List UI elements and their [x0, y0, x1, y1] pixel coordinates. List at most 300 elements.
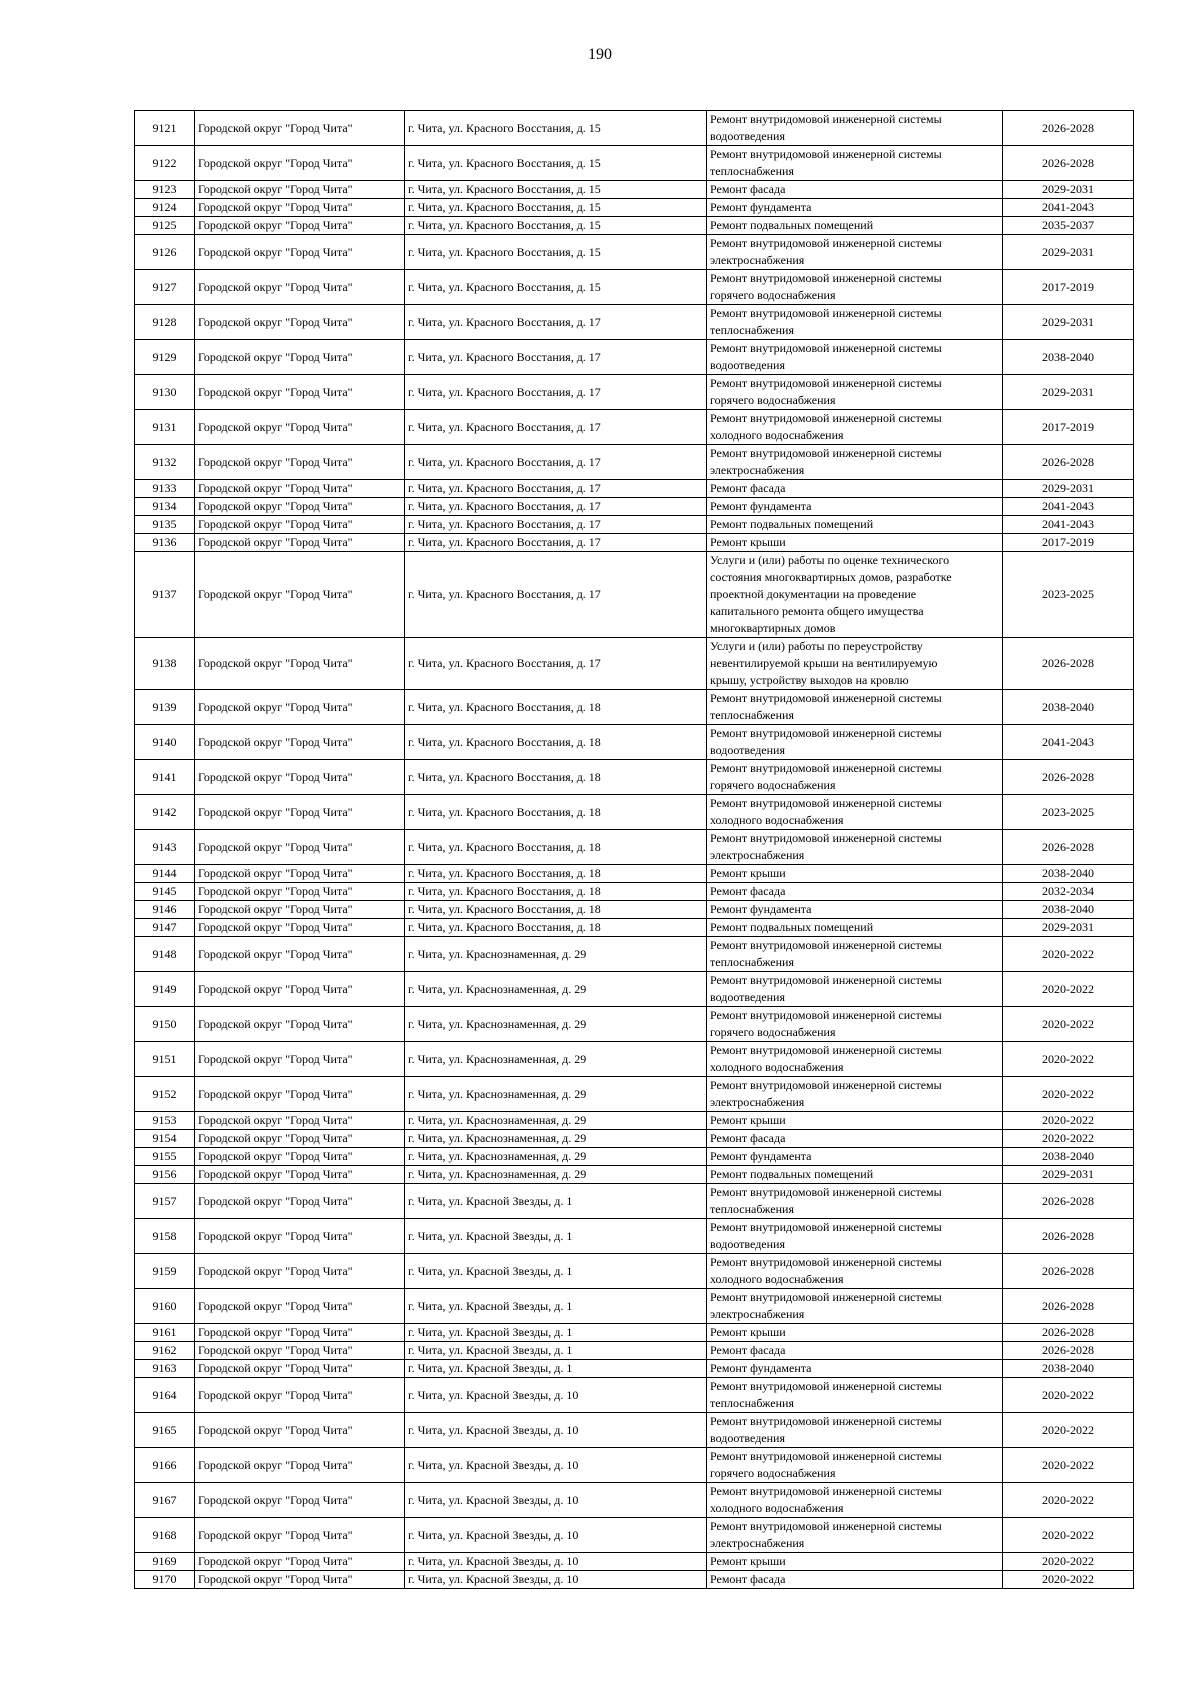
address-cell: г. Чита, ул. Краснознаменная, д. 29 — [405, 1112, 707, 1130]
address-cell: г. Чита, ул. Красной Звезды, д. 1 — [405, 1360, 707, 1378]
table-row — [135, 865, 1134, 883]
row-number: 9141 — [135, 760, 195, 795]
row-number: 9136 — [135, 534, 195, 552]
row-number: 9150 — [135, 1007, 195, 1042]
table-row — [135, 552, 1134, 638]
work-type-cell: Ремонт внутридомовой инженерной системы холодного водоснабжения — [707, 1483, 1003, 1518]
row-number: 9164 — [135, 1378, 195, 1413]
municipality-cell: Городской округ "Город Чита" — [195, 1483, 405, 1518]
work-type-cell: Ремонт внутридомовой инженерной системы горячего водоснабжения — [707, 1448, 1003, 1483]
row-number: 9132 — [135, 445, 195, 480]
address-cell: г. Чита, ул. Красной Звезды, д. 10 — [405, 1413, 707, 1448]
municipality-cell: Городской округ "Город Чита" — [195, 1166, 405, 1184]
period-cell: 2041-2043 — [1003, 498, 1134, 516]
work-type-cell: Ремонт фасада — [707, 883, 1003, 901]
period-cell: 2026-2028 — [1003, 760, 1134, 795]
table-row — [135, 534, 1134, 552]
address-cell: г. Чита, ул. Красного Восстания, д. 17 — [405, 516, 707, 534]
row-number: 9159 — [135, 1254, 195, 1289]
period-cell: 2020-2022 — [1003, 1448, 1134, 1483]
table-body — [135, 111, 1134, 1589]
address-cell: г. Чита, ул. Красного Восстания, д. 15 — [405, 235, 707, 270]
municipality-cell: Городской округ "Город Чита" — [195, 1324, 405, 1342]
period-cell: 2038-2040 — [1003, 901, 1134, 919]
work-type-cell: Ремонт внутридомовой инженерной системы горячего водоснабжения — [707, 375, 1003, 410]
period-cell: 2020-2022 — [1003, 1077, 1134, 1112]
address-cell: г. Чита, ул. Красной Звезды, д. 1 — [405, 1324, 707, 1342]
work-type-cell: Ремонт внутридомовой инженерной системы водоотведения — [707, 725, 1003, 760]
work-type-cell: Ремонт внутридомовой инженерной системы водоотведения — [707, 340, 1003, 375]
row-number: 9145 — [135, 883, 195, 901]
work-type-cell: Ремонт внутридомовой инженерной системы водоотведения — [707, 1413, 1003, 1448]
period-cell: 2026-2028 — [1003, 1289, 1134, 1324]
period-cell: 2020-2022 — [1003, 1130, 1134, 1148]
work-type-cell: Ремонт фасада — [707, 181, 1003, 199]
municipality-cell: Городской округ "Город Чита" — [195, 1254, 405, 1289]
municipality-cell: Городской округ "Город Чита" — [195, 638, 405, 690]
work-type-cell: Ремонт крыши — [707, 1112, 1003, 1130]
work-type-cell: Ремонт фундамента — [707, 498, 1003, 516]
work-type-cell: Ремонт внутридомовой инженерной системы холодного водоснабжения — [707, 410, 1003, 445]
row-number: 9157 — [135, 1184, 195, 1219]
period-cell: 2017-2019 — [1003, 534, 1134, 552]
address-cell: г. Чита, ул. Краснознаменная, д. 29 — [405, 1042, 707, 1077]
table-row — [135, 725, 1134, 760]
row-number: 9156 — [135, 1166, 195, 1184]
row-number: 9166 — [135, 1448, 195, 1483]
address-cell: г. Чита, ул. Красной Звезды, д. 10 — [405, 1553, 707, 1571]
row-number: 9123 — [135, 181, 195, 199]
work-type-cell: Ремонт подвальных помещений — [707, 217, 1003, 235]
table-row — [135, 235, 1134, 270]
municipality-cell: Городской округ "Город Чита" — [195, 235, 405, 270]
row-number: 9161 — [135, 1324, 195, 1342]
table-row — [135, 270, 1134, 305]
period-cell: 2026-2028 — [1003, 830, 1134, 865]
period-cell: 2026-2028 — [1003, 1324, 1134, 1342]
municipality-cell: Городской округ "Город Чита" — [195, 1130, 405, 1148]
table-row — [135, 305, 1134, 340]
period-cell: 2020-2022 — [1003, 937, 1134, 972]
period-cell: 2029-2031 — [1003, 305, 1134, 340]
work-type-cell: Услуги и (или) работы по переустройству невентилируемой крыши на вентилируемую крышу, устройству выходов на кровлю — [707, 638, 1003, 690]
table-row — [135, 480, 1134, 498]
table-row — [135, 375, 1134, 410]
period-cell: 2020-2022 — [1003, 1483, 1134, 1518]
table-row — [135, 1077, 1134, 1112]
address-cell: г. Чита, ул. Краснознаменная, д. 29 — [405, 1130, 707, 1148]
address-cell: г. Чита, ул. Красного Восстания, д. 17 — [405, 534, 707, 552]
period-cell: 2026-2028 — [1003, 1184, 1134, 1219]
period-cell: 2020-2022 — [1003, 1413, 1134, 1448]
row-number: 9127 — [135, 270, 195, 305]
row-number: 9125 — [135, 217, 195, 235]
address-cell: г. Чита, ул. Краснознаменная, д. 29 — [405, 1007, 707, 1042]
municipality-cell: Городской округ "Город Чита" — [195, 1571, 405, 1589]
municipality-cell: Городской округ "Город Чита" — [195, 795, 405, 830]
work-type-cell: Ремонт подвальных помещений — [707, 919, 1003, 937]
row-number: 9122 — [135, 146, 195, 181]
row-number: 9155 — [135, 1148, 195, 1166]
work-type-cell: Ремонт внутридомовой инженерной системы электроснабжения — [707, 1518, 1003, 1553]
municipality-cell: Городской округ "Город Чита" — [195, 1289, 405, 1324]
municipality-cell: Городской округ "Город Чита" — [195, 1553, 405, 1571]
work-type-cell: Ремонт внутридомовой инженерной системы электроснабжения — [707, 830, 1003, 865]
address-cell: г. Чита, ул. Красного Восстания, д. 15 — [405, 270, 707, 305]
municipality-cell: Городской округ "Город Чита" — [195, 919, 405, 937]
municipality-cell: Городской округ "Город Чита" — [195, 883, 405, 901]
row-number: 9131 — [135, 410, 195, 445]
row-number: 9151 — [135, 1042, 195, 1077]
municipality-cell: Городской округ "Город Чита" — [195, 1148, 405, 1166]
municipality-cell: Городской округ "Город Чита" — [195, 146, 405, 181]
table-row — [135, 1342, 1134, 1360]
table-row — [135, 1112, 1134, 1130]
table-row — [135, 516, 1134, 534]
address-cell: г. Чита, ул. Красного Восстания, д. 18 — [405, 830, 707, 865]
row-number: 9170 — [135, 1571, 195, 1589]
period-cell: 2026-2028 — [1003, 638, 1134, 690]
municipality-cell: Городской округ "Город Чита" — [195, 1360, 405, 1378]
period-cell: 2026-2028 — [1003, 1342, 1134, 1360]
address-cell: г. Чита, ул. Краснознаменная, д. 29 — [405, 972, 707, 1007]
address-cell: г. Чита, ул. Красной Звезды, д. 10 — [405, 1483, 707, 1518]
period-cell: 2020-2022 — [1003, 1007, 1134, 1042]
table-row — [135, 1219, 1134, 1254]
address-cell: г. Чита, ул. Красной Звезды, д. 1 — [405, 1289, 707, 1324]
table-row — [135, 1483, 1134, 1518]
period-cell: 2017-2019 — [1003, 410, 1134, 445]
row-number: 9167 — [135, 1483, 195, 1518]
address-cell: г. Чита, ул. Красного Восстания, д. 17 — [405, 552, 707, 638]
row-number: 9146 — [135, 901, 195, 919]
table-row — [135, 937, 1134, 972]
address-cell: г. Чита, ул. Красной Звезды, д. 10 — [405, 1378, 707, 1413]
address-cell: г. Чита, ул. Красного Восстания, д. 18 — [405, 919, 707, 937]
work-type-cell: Ремонт фундамента — [707, 199, 1003, 217]
work-type-cell: Ремонт фундамента — [707, 901, 1003, 919]
address-cell: г. Чита, ул. Красной Звезды, д. 1 — [405, 1342, 707, 1360]
table-row — [135, 1571, 1134, 1589]
address-cell: г. Чита, ул. Красного Восстания, д. 15 — [405, 181, 707, 199]
period-cell: 2032-2034 — [1003, 883, 1134, 901]
period-cell: 2038-2040 — [1003, 1148, 1134, 1166]
row-number: 9149 — [135, 972, 195, 1007]
municipality-cell: Городской округ "Город Чита" — [195, 111, 405, 146]
municipality-cell: Городской округ "Город Чита" — [195, 937, 405, 972]
table-row — [135, 181, 1134, 199]
period-cell: 2038-2040 — [1003, 340, 1134, 375]
address-cell: г. Чита, ул. Красного Восстания, д. 15 — [405, 199, 707, 217]
address-cell: г. Чита, ул. Краснознаменная, д. 29 — [405, 937, 707, 972]
row-number: 9160 — [135, 1289, 195, 1324]
municipality-cell: Городской округ "Город Чита" — [195, 1378, 405, 1413]
work-type-cell: Ремонт внутридомовой инженерной системы водоотведения — [707, 111, 1003, 146]
row-number: 9153 — [135, 1112, 195, 1130]
row-number: 9142 — [135, 795, 195, 830]
work-type-cell: Услуги и (или) работы по оценке технического состояния многоквартирных домов, разработке проектной документации на проведение капитального ремонта общего имущества многоквартирных домов — [707, 552, 1003, 638]
period-cell: 2020-2022 — [1003, 1042, 1134, 1077]
row-number: 9130 — [135, 375, 195, 410]
work-type-cell: Ремонт подвальных помещений — [707, 1166, 1003, 1184]
municipality-cell: Городской округ "Город Чита" — [195, 1077, 405, 1112]
table-row — [135, 1360, 1134, 1378]
row-number: 9147 — [135, 919, 195, 937]
work-type-cell: Ремонт внутридомовой инженерной системы холодного водоснабжения — [707, 1042, 1003, 1077]
period-cell: 2029-2031 — [1003, 480, 1134, 498]
period-cell: 2029-2031 — [1003, 235, 1134, 270]
work-type-cell: Ремонт крыши — [707, 865, 1003, 883]
address-cell: г. Чита, ул. Красного Восстания, д. 18 — [405, 760, 707, 795]
municipality-cell: Городской округ "Город Чита" — [195, 690, 405, 725]
work-type-cell: Ремонт внутридомовой инженерной системы электроснабжения — [707, 1077, 1003, 1112]
row-number: 9139 — [135, 690, 195, 725]
row-number: 9163 — [135, 1360, 195, 1378]
row-number: 9124 — [135, 199, 195, 217]
table-row — [135, 217, 1134, 235]
period-cell: 2026-2028 — [1003, 146, 1134, 181]
work-type-cell: Ремонт внутридомовой инженерной системы теплоснабжения — [707, 305, 1003, 340]
work-type-cell: Ремонт фасада — [707, 1342, 1003, 1360]
table-row — [135, 340, 1134, 375]
row-number: 9144 — [135, 865, 195, 883]
period-cell: 2020-2022 — [1003, 1378, 1134, 1413]
row-number: 9165 — [135, 1413, 195, 1448]
row-number: 9129 — [135, 340, 195, 375]
table-row — [135, 1007, 1134, 1042]
municipality-cell: Городской округ "Город Чита" — [195, 1413, 405, 1448]
address-cell: г. Чита, ул. Красной Звезды, д. 1 — [405, 1184, 707, 1219]
table-row — [135, 498, 1134, 516]
work-type-cell: Ремонт внутридомовой инженерной системы холодного водоснабжения — [707, 1254, 1003, 1289]
period-cell: 2020-2022 — [1003, 1112, 1134, 1130]
table-row — [135, 972, 1134, 1007]
period-cell: 2020-2022 — [1003, 972, 1134, 1007]
address-cell: г. Чита, ул. Красной Звезды, д. 10 — [405, 1518, 707, 1553]
municipality-cell: Городской округ "Город Чита" — [195, 1448, 405, 1483]
table-row — [135, 1130, 1134, 1148]
municipality-cell: Городской округ "Город Чита" — [195, 410, 405, 445]
address-cell: г. Чита, ул. Красного Восстания, д. 18 — [405, 725, 707, 760]
row-number: 9143 — [135, 830, 195, 865]
address-cell: г. Чита, ул. Красного Восстания, д. 17 — [405, 375, 707, 410]
address-cell: г. Чита, ул. Красного Восстания, д. 17 — [405, 480, 707, 498]
address-cell: г. Чита, ул. Красной Звезды, д. 10 — [405, 1571, 707, 1589]
address-cell: г. Чита, ул. Красного Восстания, д. 18 — [405, 690, 707, 725]
municipality-cell: Городской округ "Город Чита" — [195, 534, 405, 552]
address-cell: г. Чита, ул. Красного Восстания, д. 18 — [405, 883, 707, 901]
address-cell: г. Чита, ул. Красного Восстания, д. 17 — [405, 638, 707, 690]
address-cell: г. Чита, ул. Красного Восстания, д. 17 — [405, 445, 707, 480]
period-cell: 2041-2043 — [1003, 725, 1134, 760]
period-cell: 2038-2040 — [1003, 865, 1134, 883]
period-cell: 2026-2028 — [1003, 111, 1134, 146]
municipality-cell: Городской округ "Город Чита" — [195, 516, 405, 534]
municipality-cell: Городской округ "Город Чита" — [195, 830, 405, 865]
work-type-cell: Ремонт внутридомовой инженерной системы холодного водоснабжения — [707, 795, 1003, 830]
table-row — [135, 1553, 1134, 1571]
municipality-cell: Городской округ "Город Чита" — [195, 445, 405, 480]
address-cell: г. Чита, ул. Краснознаменная, д. 29 — [405, 1077, 707, 1112]
address-cell: г. Чита, ул. Красной Звезды, д. 1 — [405, 1219, 707, 1254]
address-cell: г. Чита, ул. Красного Восстания, д. 17 — [405, 410, 707, 445]
row-number: 9126 — [135, 235, 195, 270]
work-type-cell: Ремонт фасада — [707, 480, 1003, 498]
work-type-cell: Ремонт внутридомовой инженерной системы горячего водоснабжения — [707, 270, 1003, 305]
address-cell: г. Чита, ул. Красного Восстания, д. 18 — [405, 865, 707, 883]
table-row — [135, 1254, 1134, 1289]
work-type-cell: Ремонт внутридомовой инженерной системы теплоснабжения — [707, 146, 1003, 181]
row-number: 9169 — [135, 1553, 195, 1571]
table-row — [135, 1413, 1134, 1448]
table-row — [135, 1324, 1134, 1342]
page-number: 190 — [588, 46, 612, 63]
row-number: 9148 — [135, 937, 195, 972]
table-row — [135, 760, 1134, 795]
period-cell: 2020-2022 — [1003, 1553, 1134, 1571]
address-cell: г. Чита, ул. Краснознаменная, д. 29 — [405, 1166, 707, 1184]
municipality-cell: Городской округ "Город Чита" — [195, 1184, 405, 1219]
period-cell: 2029-2031 — [1003, 919, 1134, 937]
municipality-cell: Городской округ "Город Чита" — [195, 375, 405, 410]
table-row — [135, 1448, 1134, 1483]
address-cell: г. Чита, ул. Красного Восстания, д. 18 — [405, 795, 707, 830]
work-type-cell: Ремонт внутридомовой инженерной системы электроснабжения — [707, 445, 1003, 480]
municipality-cell: Городской округ "Город Чита" — [195, 725, 405, 760]
address-cell: г. Чита, ул. Красной Звезды, д. 1 — [405, 1254, 707, 1289]
row-number: 9134 — [135, 498, 195, 516]
work-type-cell: Ремонт внутридомовой инженерной системы электроснабжения — [707, 1289, 1003, 1324]
municipality-cell: Городской округ "Город Чита" — [195, 1042, 405, 1077]
address-cell: г. Чита, ул. Красного Восстания, д. 15 — [405, 111, 707, 146]
address-cell: г. Чита, ул. Красного Восстания, д. 17 — [405, 340, 707, 375]
work-type-cell: Ремонт фундамента — [707, 1360, 1003, 1378]
table-row — [135, 1042, 1134, 1077]
work-type-cell: Ремонт крыши — [707, 1324, 1003, 1342]
work-type-cell: Ремонт внутридомовой инженерной системы теплоснабжения — [707, 937, 1003, 972]
address-cell: г. Чита, ул. Красного Восстания, д. 15 — [405, 217, 707, 235]
capital-repair-table — [134, 110, 1134, 1589]
period-cell: 2029-2031 — [1003, 1166, 1134, 1184]
table-row — [135, 830, 1134, 865]
table-row — [135, 690, 1134, 725]
period-cell: 2020-2022 — [1003, 1571, 1134, 1589]
work-type-cell: Ремонт крыши — [707, 534, 1003, 552]
municipality-cell: Городской округ "Город Чита" — [195, 1342, 405, 1360]
row-number: 9121 — [135, 111, 195, 146]
period-cell: 2023-2025 — [1003, 552, 1134, 638]
work-type-cell: Ремонт внутридомовой инженерной системы горячего водоснабжения — [707, 760, 1003, 795]
municipality-cell: Городской округ "Город Чита" — [195, 340, 405, 375]
table-row — [135, 1289, 1134, 1324]
municipality-cell: Городской округ "Город Чита" — [195, 760, 405, 795]
work-type-cell: Ремонт внутридомовой инженерной системы водоотведения — [707, 1219, 1003, 1254]
period-cell: 2029-2031 — [1003, 375, 1134, 410]
table-row — [135, 1166, 1134, 1184]
row-number: 9154 — [135, 1130, 195, 1148]
row-number: 9138 — [135, 638, 195, 690]
municipality-cell: Городской округ "Город Чита" — [195, 498, 405, 516]
work-type-cell: Ремонт внутридомовой инженерной системы теплоснабжения — [707, 690, 1003, 725]
work-type-cell: Ремонт внутридомовой инженерной системы теплоснабжения — [707, 1184, 1003, 1219]
row-number: 9158 — [135, 1219, 195, 1254]
period-cell: 2029-2031 — [1003, 181, 1134, 199]
address-cell: г. Чита, ул. Красного Восстания, д. 18 — [405, 901, 707, 919]
table-row — [135, 1518, 1134, 1553]
municipality-cell: Городской округ "Город Чита" — [195, 199, 405, 217]
row-number: 9133 — [135, 480, 195, 498]
municipality-cell: Городской округ "Город Чита" — [195, 1112, 405, 1130]
period-cell: 2026-2028 — [1003, 1219, 1134, 1254]
period-cell: 2017-2019 — [1003, 270, 1134, 305]
row-number: 9137 — [135, 552, 195, 638]
table-row — [135, 901, 1134, 919]
table-row — [135, 199, 1134, 217]
address-cell: г. Чита, ул. Красной Звезды, д. 10 — [405, 1448, 707, 1483]
work-type-cell: Ремонт фасада — [707, 1130, 1003, 1148]
municipality-cell: Городской округ "Город Чита" — [195, 181, 405, 199]
municipality-cell: Городской округ "Город Чита" — [195, 901, 405, 919]
work-type-cell: Ремонт внутридомовой инженерной системы теплоснабжения — [707, 1378, 1003, 1413]
table-row — [135, 1184, 1134, 1219]
table-row — [135, 1378, 1134, 1413]
municipality-cell: Городской округ "Город Чита" — [195, 270, 405, 305]
period-cell: 2035-2037 — [1003, 217, 1134, 235]
table-row — [135, 795, 1134, 830]
period-cell: 2026-2028 — [1003, 1254, 1134, 1289]
municipality-cell: Городской округ "Город Чита" — [195, 305, 405, 340]
table-row — [135, 410, 1134, 445]
row-number: 9128 — [135, 305, 195, 340]
work-type-cell: Ремонт подвальных помещений — [707, 516, 1003, 534]
row-number: 9152 — [135, 1077, 195, 1112]
table-row — [135, 1148, 1134, 1166]
work-type-cell: Ремонт фасада — [707, 1571, 1003, 1589]
address-cell: г. Чита, ул. Красного Восстания, д. 15 — [405, 146, 707, 181]
period-cell: 2038-2040 — [1003, 690, 1134, 725]
period-cell: 2041-2043 — [1003, 516, 1134, 534]
table-row — [135, 146, 1134, 181]
table-row — [135, 638, 1134, 690]
row-number: 9162 — [135, 1342, 195, 1360]
work-type-cell: Ремонт фундамента — [707, 1148, 1003, 1166]
period-cell: 2023-2025 — [1003, 795, 1134, 830]
municipality-cell: Городской округ "Город Чита" — [195, 217, 405, 235]
table-row — [135, 919, 1134, 937]
municipality-cell: Городской округ "Город Чита" — [195, 1219, 405, 1254]
municipality-cell: Городской округ "Город Чита" — [195, 972, 405, 1007]
address-cell: г. Чита, ул. Красного Восстания, д. 17 — [405, 305, 707, 340]
municipality-cell: Городской округ "Город Чита" — [195, 1007, 405, 1042]
period-cell: 2038-2040 — [1003, 1360, 1134, 1378]
table-row — [135, 445, 1134, 480]
municipality-cell: Городской округ "Город Чита" — [195, 1518, 405, 1553]
municipality-cell: Городской округ "Город Чита" — [195, 865, 405, 883]
address-cell: г. Чита, ул. Красного Восстания, д. 17 — [405, 498, 707, 516]
period-cell: 2020-2022 — [1003, 1518, 1134, 1553]
period-cell: 2041-2043 — [1003, 199, 1134, 217]
table-row — [135, 111, 1134, 146]
row-number: 9140 — [135, 725, 195, 760]
municipality-cell: Городской округ "Город Чита" — [195, 480, 405, 498]
work-type-cell: Ремонт внутридомовой инженерной системы электроснабжения — [707, 235, 1003, 270]
row-number: 9168 — [135, 1518, 195, 1553]
table-row — [135, 883, 1134, 901]
period-cell: 2026-2028 — [1003, 445, 1134, 480]
row-number: 9135 — [135, 516, 195, 534]
work-type-cell: Ремонт внутридомовой инженерной системы водоотведения — [707, 972, 1003, 1007]
work-type-cell: Ремонт внутридомовой инженерной системы горячего водоснабжения — [707, 1007, 1003, 1042]
